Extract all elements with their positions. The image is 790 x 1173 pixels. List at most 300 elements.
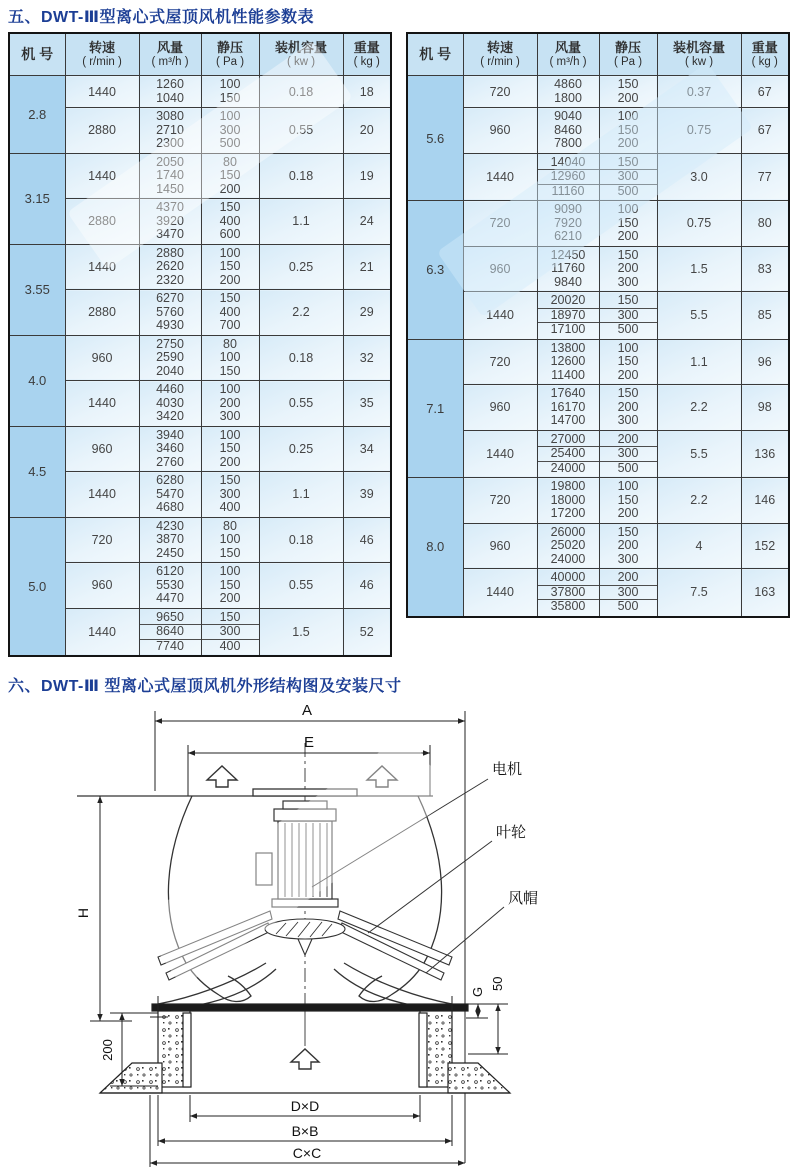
pressure-cell-value: 300	[219, 409, 241, 423]
header-label: 转速	[88, 39, 115, 55]
pressure-cell-value: 500	[617, 599, 639, 613]
flow-cell-value: 4470	[156, 591, 184, 605]
flow-cell	[537, 339, 599, 385]
weight-cell: 96	[741, 339, 789, 385]
header-unit: ( kw )	[684, 55, 714, 68]
pressure-cell	[599, 430, 657, 478]
table-row	[407, 385, 789, 431]
table-row	[9, 608, 391, 656]
pressure-cell-value: 80	[223, 518, 237, 533]
pressure-cell-value: 200	[617, 229, 639, 243]
pressure-cell-value: 150	[617, 354, 639, 368]
flow-cell-value: 4230	[156, 518, 184, 533]
pressure-cell-value: 150	[219, 545, 241, 560]
pressure-cell	[599, 292, 657, 340]
flow-cell-value: 5530	[156, 577, 184, 592]
pressure-cell-value: 150	[617, 386, 639, 400]
model-cell: 5.6	[407, 76, 463, 201]
flow-cell	[537, 569, 599, 617]
model-cell: 8.0	[407, 478, 463, 617]
table-row	[407, 153, 789, 201]
pressure-cell-value: 200	[219, 272, 241, 287]
weight-cell: 163	[741, 569, 789, 617]
pressure-cell-value: 300	[617, 274, 639, 289]
pressure-cell-value: 300	[617, 551, 639, 566]
power-cell: 0.18	[259, 153, 343, 199]
power-cell: 2.2	[657, 385, 741, 431]
flow-cell	[537, 108, 599, 154]
flow-cell-value: 2450	[156, 545, 184, 560]
header-row	[9, 33, 391, 76]
power-cell: 0.55	[259, 563, 343, 609]
pressure-cell	[599, 108, 657, 154]
pressure-cell	[201, 426, 259, 472]
dim-50-label: 50	[490, 976, 505, 991]
header-label: 静压	[216, 39, 243, 55]
flow-cell-value: 3460	[156, 441, 184, 455]
flow-cell-value: 7800	[554, 136, 582, 150]
pressure-cell-value: 150	[219, 473, 241, 487]
pressure-cell-value: 80	[223, 154, 237, 169]
weight-cell: 24	[343, 199, 391, 245]
pressure-cell-value: 300	[617, 413, 639, 427]
header-label: 装机容量	[274, 39, 327, 55]
power-cell: 0.18	[259, 335, 343, 381]
flow-cell	[139, 76, 201, 108]
pressure-cell-value: 150	[617, 77, 639, 91]
speed-cell: 960	[463, 246, 537, 292]
pressure-cell-value: 500	[617, 460, 639, 475]
flow-cell-value: 4680	[156, 500, 184, 514]
flow-cell-value: 24000	[550, 551, 586, 566]
pressure-cell-value: 150	[617, 492, 639, 507]
pressure-cell-value: 150	[219, 577, 241, 592]
pressure-cell-value: 150	[617, 247, 639, 262]
table-row	[9, 153, 391, 199]
weight-cell: 98	[741, 385, 789, 431]
flow-cell-value: 1740	[156, 168, 184, 182]
table-row	[407, 339, 789, 385]
speed-cell: 1440	[65, 472, 139, 518]
wind-cap-body	[77, 789, 452, 1006]
header-unit: ( kw )	[286, 55, 316, 68]
pressure-cell-value: 400	[219, 638, 241, 653]
power-cell: 4	[657, 523, 741, 569]
pressure-cell-value: 200	[219, 454, 241, 469]
pressure-cell-value: 150	[219, 363, 241, 378]
header-cell	[65, 33, 139, 76]
flow-cell-value: 3870	[156, 532, 184, 546]
pressure-cell-value: 150	[219, 291, 241, 305]
header-cell	[537, 33, 599, 76]
flow-cell	[537, 201, 599, 247]
flow-cell-value: 37800	[538, 586, 599, 601]
flow-cell	[139, 472, 201, 518]
speed-cell: 1440	[463, 292, 537, 340]
pressure-cell-value: 200	[219, 181, 241, 196]
header-unit: ( r/min )	[82, 55, 122, 68]
pressure-cell-value: 200	[600, 571, 657, 586]
section5-title: 五、DWT-Ⅲ型离心式屋顶风机性能参数表	[8, 9, 315, 26]
flow-cell	[139, 426, 201, 472]
header-label: 重量	[751, 39, 778, 55]
pressure-cell	[201, 76, 259, 108]
power-cell: 7.5	[657, 569, 741, 617]
flow-cell-value: 27000	[538, 433, 599, 448]
dim-g-label: G	[470, 986, 485, 997]
pressure-cell-value: 700	[219, 318, 241, 332]
power-cell: 0.18	[259, 76, 343, 108]
pressure-cell	[201, 335, 259, 381]
pressure-cell-value: 100	[219, 427, 241, 442]
speed-cell: 1440	[463, 569, 537, 617]
pressure-cell	[599, 201, 657, 247]
weight-cell: 77	[741, 153, 789, 201]
dim-bxb-label: B×B	[291, 1123, 319, 1139]
table-row	[9, 335, 391, 381]
flow-cell-value: 3080	[156, 109, 184, 123]
pressure-cell-value: 100	[617, 202, 639, 216]
flow-cell-value: 5760	[156, 304, 184, 319]
weight-cell: 67	[741, 76, 789, 108]
pressure-cell	[599, 523, 657, 569]
speed-cell: 2880	[65, 290, 139, 336]
header-cell	[657, 33, 741, 76]
power-cell: 1.1	[259, 472, 343, 518]
flow-cell	[139, 517, 201, 563]
section6-title: 六、DWT-Ⅲ 型离心式屋顶风机外形结构图及安装尺寸	[8, 678, 402, 695]
airflow-up-arrows	[207, 766, 397, 787]
flow-cell-value: 11760	[551, 261, 585, 275]
weight-cell: 20	[343, 108, 391, 154]
table-row	[9, 108, 391, 154]
weight-cell: 19	[343, 153, 391, 199]
flow-cell-value: 1040	[156, 90, 184, 105]
weight-cell: 21	[343, 244, 391, 290]
speed-cell: 2880	[65, 108, 139, 154]
pressure-cell-value: 150	[219, 168, 241, 182]
pressure-cell-value: 200	[617, 506, 639, 520]
header-unit: ( kg )	[751, 55, 778, 68]
header-label: 风量	[156, 39, 183, 55]
power-cell: 0.75	[657, 108, 741, 154]
pressure-cell	[201, 153, 259, 199]
pressure-cell-value: 300	[600, 447, 657, 462]
power-cell: 0.37	[657, 76, 741, 108]
weight-cell: 85	[741, 292, 789, 340]
flow-cell-value: 5470	[156, 486, 184, 501]
flow-cell-value: 26000	[550, 524, 586, 539]
speed-cell: 960	[65, 335, 139, 381]
weight-cell: 29	[343, 290, 391, 336]
speed-cell: 720	[463, 76, 537, 108]
flow-cell	[139, 608, 201, 656]
flow-cell-value: 18970	[538, 309, 599, 324]
speed-cell: 2880	[65, 199, 139, 245]
pressure-cell-value: 200	[617, 90, 639, 105]
table-row	[407, 430, 789, 478]
flow-cell-value: 2590	[156, 350, 184, 364]
table-row	[407, 246, 789, 292]
pressure-cell-value: 200	[617, 261, 639, 275]
table-row	[9, 426, 391, 472]
speed-cell: 960	[65, 426, 139, 472]
header-cell	[599, 33, 657, 76]
pressure-cell-value: 80	[223, 336, 237, 351]
pressure-cell-value: 150	[600, 156, 657, 171]
pressure-cell-value: 100	[219, 350, 241, 364]
pressure-cell-value: 200	[219, 591, 241, 605]
flow-cell-value: 12960	[538, 170, 599, 185]
speed-cell: 960	[463, 108, 537, 154]
flow-cell	[139, 335, 201, 381]
pressure-cell	[201, 108, 259, 154]
dim-h	[90, 796, 132, 1021]
pressure-cell-value: 150	[219, 200, 241, 214]
flow-cell-value: 4370	[156, 200, 184, 214]
power-cell: 1.5	[259, 608, 343, 656]
flow-cell	[537, 76, 599, 108]
speed-cell: 720	[463, 201, 537, 247]
speed-cell: 1440	[463, 153, 537, 201]
header-cell	[9, 33, 65, 76]
pressure-cell-value: 100	[219, 245, 241, 260]
weight-cell: 35	[343, 381, 391, 427]
power-cell: 1.5	[657, 246, 741, 292]
model-cell: 3.55	[9, 244, 65, 335]
header-unit: ( Pa )	[215, 55, 245, 68]
pressure-cell-value: 150	[219, 441, 241, 455]
weight-cell: 136	[741, 430, 789, 478]
flow-cell-value: 2750	[156, 336, 184, 351]
flow-cell	[537, 385, 599, 431]
flow-cell-value: 3470	[156, 227, 184, 241]
flow-cell	[139, 290, 201, 336]
weight-cell: 152	[741, 523, 789, 569]
weight-cell: 32	[343, 335, 391, 381]
flow-cell-value: 8640	[140, 625, 201, 640]
flow-cell-value: 11160	[551, 183, 585, 198]
header-cell	[139, 33, 201, 76]
speed-cell: 1440	[65, 608, 139, 656]
speed-cell: 720	[463, 339, 537, 385]
pressure-cell-value: 500	[617, 183, 639, 198]
pressure-cell-value: 400	[219, 213, 241, 228]
speed-cell: 1440	[463, 430, 537, 478]
header-label: 静压	[614, 39, 641, 55]
power-cell: 5.5	[657, 292, 741, 340]
pressure-cell-value: 300	[600, 586, 657, 601]
table-row	[407, 569, 789, 617]
table-row	[407, 201, 789, 247]
weight-cell: 80	[741, 201, 789, 247]
pressure-cell-value: 150	[600, 294, 657, 309]
dim-dxd-label: D×D	[290, 1098, 320, 1114]
power-cell: 2.2	[259, 290, 343, 336]
flow-cell-value: 17100	[550, 322, 586, 336]
weight-cell: 34	[343, 426, 391, 472]
speed-cell: 1440	[65, 76, 139, 108]
flow-cell-value: 17640	[550, 386, 586, 400]
speed-cell: 960	[463, 523, 537, 569]
table-row	[9, 381, 391, 427]
performance-table-left	[8, 32, 392, 657]
pressure-cell-value: 300	[600, 170, 657, 185]
speed-cell: 960	[65, 563, 139, 609]
weight-cell: 18	[343, 76, 391, 108]
header-cell	[201, 33, 259, 76]
flow-cell-value: 2050	[156, 154, 184, 169]
table-row	[407, 76, 789, 108]
flow-cell-value: 12450	[550, 247, 586, 262]
flow-cell-value: 2880	[156, 245, 184, 260]
table-row	[407, 523, 789, 569]
table-row	[9, 290, 391, 336]
weight-cell: 46	[343, 563, 391, 609]
pressure-cell-value: 150	[617, 524, 639, 539]
model-cell: 4.5	[9, 426, 65, 517]
flow-cell-value: 4030	[156, 395, 184, 410]
header-label: 重量	[353, 39, 380, 55]
dim-a-label: A	[301, 702, 313, 719]
power-cell: 0.25	[259, 426, 343, 472]
pressure-cell	[599, 569, 657, 617]
pressure-cell	[201, 244, 259, 290]
flow-cell	[139, 381, 201, 427]
pressure-cell-value: 500	[219, 136, 241, 150]
flow-cell-value: 2620	[156, 259, 184, 273]
table-row	[407, 108, 789, 154]
flow-cell-value: 2320	[156, 272, 184, 287]
header-cell	[741, 33, 789, 76]
flow-cell-value: 6280	[156, 473, 184, 487]
pressure-cell	[599, 246, 657, 292]
pressure-cell-value: 150	[219, 259, 241, 273]
flow-cell-value: 11400	[551, 367, 585, 382]
header-cell	[259, 33, 343, 76]
header-row	[407, 33, 789, 76]
flow-cell	[537, 478, 599, 524]
flow-cell-value: 7740	[156, 638, 184, 653]
flow-cell	[139, 199, 201, 245]
flow-cell	[139, 108, 201, 154]
flow-cell-value: 2040	[156, 363, 184, 378]
flow-cell-value: 18000	[550, 492, 586, 507]
flow-cell-value: 17200	[550, 506, 586, 520]
pressure-cell-value: 150	[202, 611, 259, 626]
pressure-cell	[201, 563, 259, 609]
flow-cell-value: 3940	[156, 427, 184, 442]
base-airflow-arrow	[291, 1049, 319, 1069]
table-row	[9, 76, 391, 108]
pressure-cell	[201, 608, 259, 656]
flow-cell-value: 13800	[550, 340, 586, 355]
header-label: 机 号	[419, 46, 452, 62]
model-cell: 3.15	[9, 153, 65, 244]
table-row	[407, 292, 789, 340]
power-cell: 0.25	[259, 244, 343, 290]
flow-cell-value: 1450	[156, 181, 184, 196]
structure-diagram	[70, 701, 710, 1173]
power-cell: 0.75	[657, 201, 741, 247]
speed-cell: 720	[463, 478, 537, 524]
flow-cell-value: 8460	[554, 122, 582, 137]
table-row	[9, 472, 391, 518]
flow-cell-value: 2710	[156, 122, 184, 137]
header-unit: ( kg )	[353, 55, 380, 68]
power-cell: 0.55	[259, 108, 343, 154]
flow-cell	[139, 563, 201, 609]
pressure-cell-value: 200	[219, 395, 241, 410]
motor	[256, 801, 338, 907]
header-label: 机 号	[21, 46, 54, 62]
flow-cell-value: 7920	[554, 215, 582, 230]
flow-cell-value: 9650	[140, 611, 201, 626]
pressure-cell-value: 100	[617, 340, 639, 355]
pressure-cell-value: 150	[617, 122, 639, 137]
speed-cell: 1440	[65, 381, 139, 427]
dim-g-50	[466, 1004, 508, 1054]
pressure-cell-value: 600	[219, 227, 241, 241]
pressure-cell-value: 150	[617, 215, 639, 230]
header-unit: ( r/min )	[480, 55, 520, 68]
header-cell	[343, 33, 391, 76]
pressure-cell-value: 300	[219, 486, 241, 501]
pressure-cell-value: 200	[600, 433, 657, 448]
flow-cell-value: 14040	[538, 156, 599, 171]
flow-cell	[139, 153, 201, 199]
pressure-cell-value: 300	[600, 309, 657, 324]
dim-e-label: E	[303, 734, 315, 751]
flow-cell-value: 16170	[550, 399, 586, 414]
header-label: 风量	[554, 39, 581, 55]
table-row	[9, 563, 391, 609]
power-cell: 2.2	[657, 478, 741, 524]
header-unit: ( m³/h )	[549, 55, 587, 68]
pressure-cell-value: 400	[219, 500, 241, 514]
table-row	[407, 478, 789, 524]
flow-cell-value: 24000	[550, 460, 586, 475]
weight-cell: 67	[741, 108, 789, 154]
power-cell: 5.5	[657, 430, 741, 478]
header-label: 装机容量	[672, 39, 725, 55]
pressure-cell-value: 200	[617, 538, 639, 552]
header-unit: ( Pa )	[613, 55, 643, 68]
power-cell: 1.1	[657, 339, 741, 385]
pressure-cell	[201, 381, 259, 427]
pressure-cell	[599, 153, 657, 201]
flow-cell-value: 9840	[554, 274, 582, 289]
header-unit: ( m³/h )	[151, 55, 189, 68]
speed-cell: 720	[65, 517, 139, 563]
performance-tables	[8, 32, 782, 657]
flow-cell-value: 1800	[554, 90, 582, 105]
power-cell: 3.0	[657, 153, 741, 201]
dim-200-label: 200	[100, 1039, 115, 1061]
flow-cell-value: 12600	[550, 354, 586, 368]
speed-cell: 1440	[65, 153, 139, 199]
flow-cell-value: 25020	[550, 538, 586, 552]
pressure-cell	[201, 290, 259, 336]
header-label: 转速	[486, 39, 513, 55]
flow-cell	[139, 244, 201, 290]
table-row	[9, 199, 391, 245]
pressure-cell-value: 150	[219, 90, 241, 105]
weight-cell: 52	[343, 608, 391, 656]
impeller-label: 叶轮	[496, 824, 527, 841]
header-cell	[407, 33, 463, 76]
flow-cell-value: 20020	[538, 294, 599, 309]
